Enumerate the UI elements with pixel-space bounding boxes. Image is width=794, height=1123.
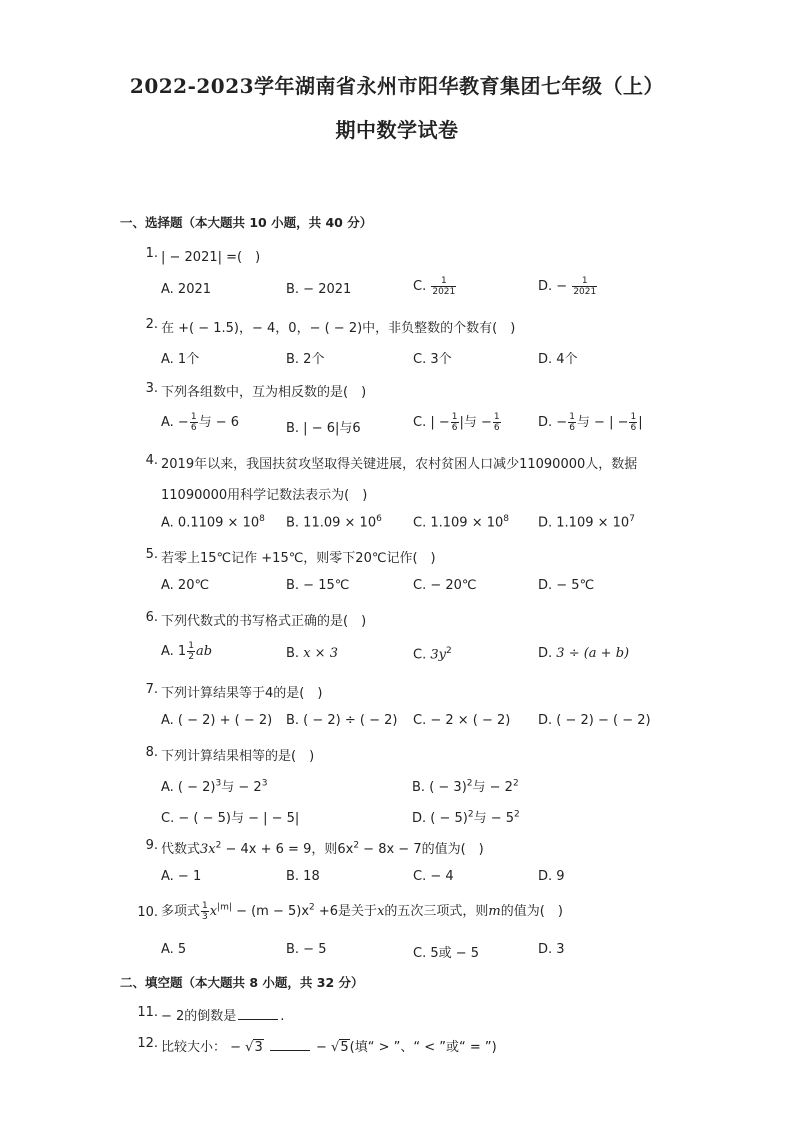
question-number: 3. xyxy=(145,381,158,396)
option-a: A. 1个 xyxy=(161,352,200,367)
question-stem: 代数式$3x^2 - 4x + 6 = 9$，则$6x^2 - 8x - 7$的值为( ) xyxy=(161,840,484,857)
question-stem: 2019年以来，我国扶贫攻坚取得关键进展，农村贫困人口减少11090000人，数据 xyxy=(161,457,638,472)
fraction: $\frac{1}{3}$ xyxy=(202,901,208,922)
option-b: B. 18 xyxy=(286,869,320,884)
exam-title-line2: 期中数学试卷 xyxy=(335,118,459,142)
option-c: C. 5或 − 5 xyxy=(413,946,480,961)
option-b: B. $11.09 \times 10^6$ xyxy=(286,514,382,531)
question-number: 2. xyxy=(145,317,158,332)
question-number: 10. xyxy=(137,905,158,920)
option-c: C. $1.109 \times 10^8$ xyxy=(413,514,509,531)
question-number: 11. xyxy=(137,1005,158,1020)
option-b: B. ( − 2) ÷ ( − 2) xyxy=(286,713,398,728)
question-number: 7. xyxy=(145,682,158,697)
option-a: A. − 1 xyxy=(161,869,202,884)
question-number: 5. xyxy=(145,547,158,562)
option-a: A. 2021 xyxy=(161,282,212,297)
option-c: C. − ( − 5)与 − | − 5| xyxy=(161,811,300,826)
option-d: D. − 5℃ xyxy=(538,578,595,593)
fraction: $\frac{1}{6}$ xyxy=(630,412,637,433)
fraction: $\frac{1}{6}$ xyxy=(493,412,500,433)
option-b: B. ( − 3)$^2$与 − $2^2$ xyxy=(412,778,519,795)
option-a: A. ( − 2)$^3$与 − $2^3$ xyxy=(161,778,268,795)
option-c: C. − 2 × ( − 2) xyxy=(413,713,511,728)
option-d: D. ( − 2) − ( − 2) xyxy=(538,713,651,728)
question-stem: 多项式 $\frac{1}{3}$ $x^{|m|} - (m - 5)x^2 +6$是关于x的五次三项式，则m的值为( ) xyxy=(161,901,563,922)
section-heading-choice: 一、选择题（本大题共 10 小题，共 40 分） xyxy=(120,215,373,230)
option-b: B. | − 6|与6 xyxy=(286,421,361,436)
option-b: B. − 5 xyxy=(286,942,327,957)
option-c: C. − 4 xyxy=(413,869,454,884)
fraction: $\frac{1}{6}$ xyxy=(451,412,458,433)
question-number: 8. xyxy=(145,745,158,760)
option-d: D. 4个 xyxy=(538,352,578,367)
option-a: A. 20℃ xyxy=(161,578,210,593)
answer-blank[interactable] xyxy=(270,1038,310,1051)
option-d: D. 9 xyxy=(538,869,565,884)
question-stem: 下列各组数中，互为相反数的是( ) xyxy=(161,385,367,400)
option-d: D. 3 xyxy=(538,942,565,957)
question-number: 4. xyxy=(145,453,158,468)
question-stem: 比较大小： − √3 − √5(填“ > ”、“ < ”或“ = ”) xyxy=(161,1040,497,1055)
option-d: D. 3 ÷ (a + b) xyxy=(538,646,630,661)
fraction: $\frac{1}{2021}$ xyxy=(573,276,597,297)
option-c: C. | − $\frac{1}{6}$ |与 − $\frac{1}{6}$ xyxy=(413,412,500,433)
option-c: C. $3y^2$ xyxy=(413,646,452,663)
question-stem: 若零上15℃记作 +15℃，则零下20℃记作( ) xyxy=(161,551,436,566)
question-number: 9. xyxy=(145,838,158,853)
option-b: B. − 15℃ xyxy=(286,578,350,593)
option-a: A. ( − 2) + ( − 2) xyxy=(161,713,273,728)
option-a: A. − $\frac{1}{6}$ 与 − 6 xyxy=(161,412,240,433)
answer-blank[interactable] xyxy=(238,1007,278,1020)
option-c: C. $\frac{1}{2021}$ xyxy=(413,276,456,297)
question-stem: 在 +( − 1.5)，− 4，0，− ( − 2)中，非负整数的个数有( ) xyxy=(161,321,516,336)
option-d: D. $1.109 \times 10^7$ xyxy=(538,514,635,531)
section-heading-fill: 二、填空题（本大题共 8 小题，共 32 分） xyxy=(120,975,364,990)
option-d: D. ( − 5)$^2$与 − $5^2$ xyxy=(412,809,520,826)
option-a: A. $0.1109 \times 10^8$ xyxy=(161,514,265,531)
option-d: D. − $\frac{1}{2021}$ xyxy=(538,276,597,297)
fraction: $\frac{1}{2}$ xyxy=(188,641,194,662)
question-stem: 下列计算结果等于4的是( ) xyxy=(161,686,323,701)
option-d: D. − $\frac{1}{6}$ 与 − | − $\frac{1}{6}$ | xyxy=(538,412,643,433)
option-c: C. 3个 xyxy=(413,352,452,367)
question-stem-continued: 11090000用科学记数法表示为( ) xyxy=(161,488,368,503)
question-number: 6. xyxy=(145,610,158,625)
question-stem: | − 2021| =( ) xyxy=(161,250,261,265)
fraction: $\frac{1}{6}$ xyxy=(569,412,575,433)
fraction: $\frac{1}{6}$ xyxy=(190,412,197,433)
question-number: 1. xyxy=(145,246,158,261)
fraction: $\frac{1}{2021}$ xyxy=(432,276,456,297)
question-number: 12. xyxy=(137,1036,158,1051)
option-c: C. − 20℃ xyxy=(413,578,477,593)
question-stem: 下列代数式的书写格式正确的是( ) xyxy=(161,614,367,629)
question-stem: 下列计算结果相等的是( ) xyxy=(161,749,315,764)
question-stem: − 2的倒数是 . xyxy=(161,1009,285,1024)
exam-title-line1: 2022-2023学年湖南省永州市阳华教育集团七年级（上） xyxy=(129,74,665,98)
option-b: B. − 2021 xyxy=(286,282,352,297)
option-b: B. 2个 xyxy=(286,352,325,367)
option-a: A. 1 $\frac{1}{2}$ ab xyxy=(161,641,213,662)
option-b: B. x × 3 xyxy=(286,646,338,661)
option-a: A. 5 xyxy=(161,942,187,957)
